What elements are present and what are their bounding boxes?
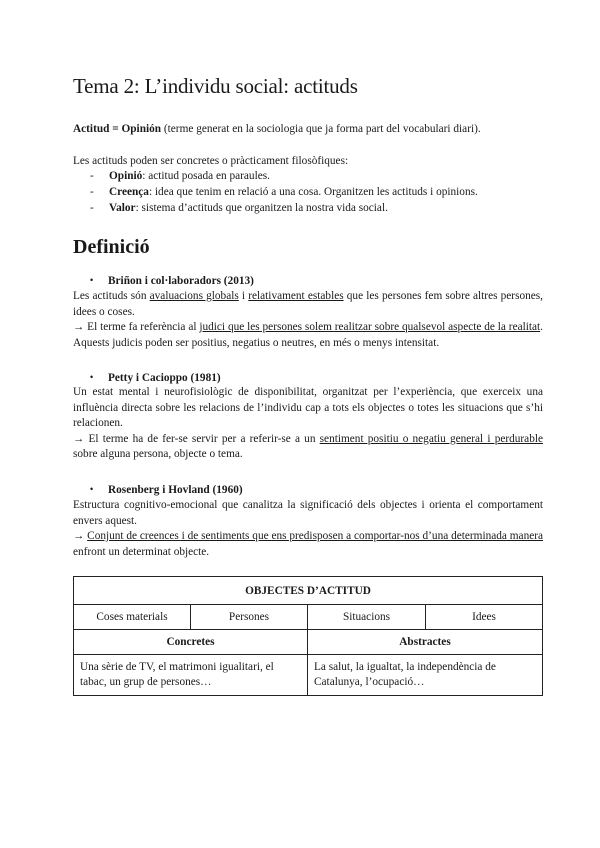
- type-item-valor: [90, 201, 388, 216]
- table-cell: Persones: [191, 605, 308, 630]
- table-cell: Idees: [426, 605, 543, 630]
- intro-rest: (terme generat en la sociologia que ja forma part del vocabulari diari).: [161, 123, 481, 135]
- text-run: . Aquests judicis poden ser positius, negatius o neutres, en més o menys intensitat.: [73, 321, 543, 349]
- definition-paragraph: Estructura cognitivo-emocional que canalitza la significació dels objectes i orienta el comportament envers aquest.: [73, 499, 543, 527]
- table-title: OBJECTES D’ACTITUD: [74, 577, 543, 605]
- type-desc: : idea que tenim en relació a una cosa. Organitzen les actituds i opinions.: [148, 186, 478, 198]
- table-category-row: [74, 605, 543, 630]
- underlined-term: Conjunt de creences i de sentiments que ens predisposen a comportar-nos d’una determinada manera: [87, 530, 544, 542]
- dash-marker: -: [90, 170, 94, 182]
- text-run: Les actituds són: [73, 290, 150, 302]
- attitude-objects-table: [73, 576, 543, 696]
- type-desc: : actitud posada en paraules.: [142, 170, 270, 182]
- bullet-icon: •: [90, 275, 94, 285]
- bullet-icon: •: [90, 372, 94, 382]
- table-cell: Una sèrie de TV, el matrimoni igualitari, el tabac, un grup de persones…: [74, 655, 308, 696]
- page-title: Tema 2: L’individu social: actituds: [73, 74, 358, 98]
- type-term: Valor: [109, 202, 136, 214]
- intro-bold: Actitud = Opinión: [73, 123, 162, 135]
- text-run: → El terme fa referència al: [73, 321, 200, 333]
- intro-line: [73, 122, 481, 137]
- text-run: → El terme ha de fer-se servir per a referir-se a un: [73, 432, 320, 445]
- author-heading-brinon: [90, 273, 254, 289]
- table-cell: Situacions: [308, 605, 426, 630]
- types-intro: Les actituds poden ser concretes o pràcticament filosòfiques:: [73, 155, 349, 167]
- underlined-term: avaluacions globals: [149, 290, 239, 302]
- author-heading-petty: [90, 370, 221, 386]
- underlined-term: relativament estables: [248, 290, 344, 302]
- table-subheader-row: [74, 630, 543, 655]
- text-run: enfront un determinat objecte.: [73, 545, 210, 558]
- text-run: i: [238, 290, 249, 302]
- author-text-brinon: [73, 289, 543, 351]
- table-subheader: Concretes: [74, 630, 308, 655]
- table-examples-row: [74, 655, 543, 696]
- text-run: que les persones fem sobre altres persones, idees o coses.: [73, 290, 543, 318]
- type-term: Creença: [109, 186, 149, 198]
- explanation-paragraph: [73, 320, 543, 351]
- section-heading: Definició: [73, 236, 150, 258]
- explanation-paragraph: [73, 529, 543, 560]
- type-item-creenca: [90, 185, 478, 200]
- text-run: →: [73, 530, 88, 542]
- table-cell: Coses materials: [74, 605, 191, 630]
- table-cell: La salut, la igualtat, la independència de Catalunya, l’ocupació…: [308, 655, 543, 696]
- author-name: Petty i Cacioppo (1981): [108, 372, 221, 384]
- definition-paragraph: Un estat mental i neurofisiològic de disponibilitat, organitzat per l’experiència, que exerceix una influència directa sobre les relacions de l’individu cap a tots els objectes o totes les situacions que s’hi relacionen.: [73, 386, 543, 429]
- type-term: Opinió: [109, 170, 143, 182]
- table-subheader: Abstractes: [308, 630, 543, 655]
- table-header-row: [74, 577, 543, 605]
- author-text-rosenberg: [73, 498, 543, 560]
- dash-marker: -: [90, 202, 94, 214]
- author-text-petty: [73, 385, 543, 463]
- underlined-term: judici que les persones solem realitzar sobre qualsevol aspecte de la realitat: [199, 321, 541, 333]
- author-name: Rosenberg i Hovland (1960): [108, 484, 243, 496]
- bullet-icon: •: [90, 484, 94, 494]
- explanation-paragraph: [73, 432, 543, 463]
- type-desc: : sistema d’actituds que organitzen la nostra vida social.: [135, 202, 388, 214]
- dash-marker: -: [90, 186, 94, 198]
- type-item-opinio: [90, 169, 270, 184]
- author-name: Briñon i col·laboradors (2013): [108, 275, 254, 287]
- author-heading-rosenberg: [90, 482, 243, 498]
- definition-paragraph: [73, 289, 543, 320]
- underlined-term: sentiment positiu o negatiu general i perdurable: [319, 432, 543, 445]
- text-run: sobre alguna persona, objecte o tema.: [73, 448, 243, 460]
